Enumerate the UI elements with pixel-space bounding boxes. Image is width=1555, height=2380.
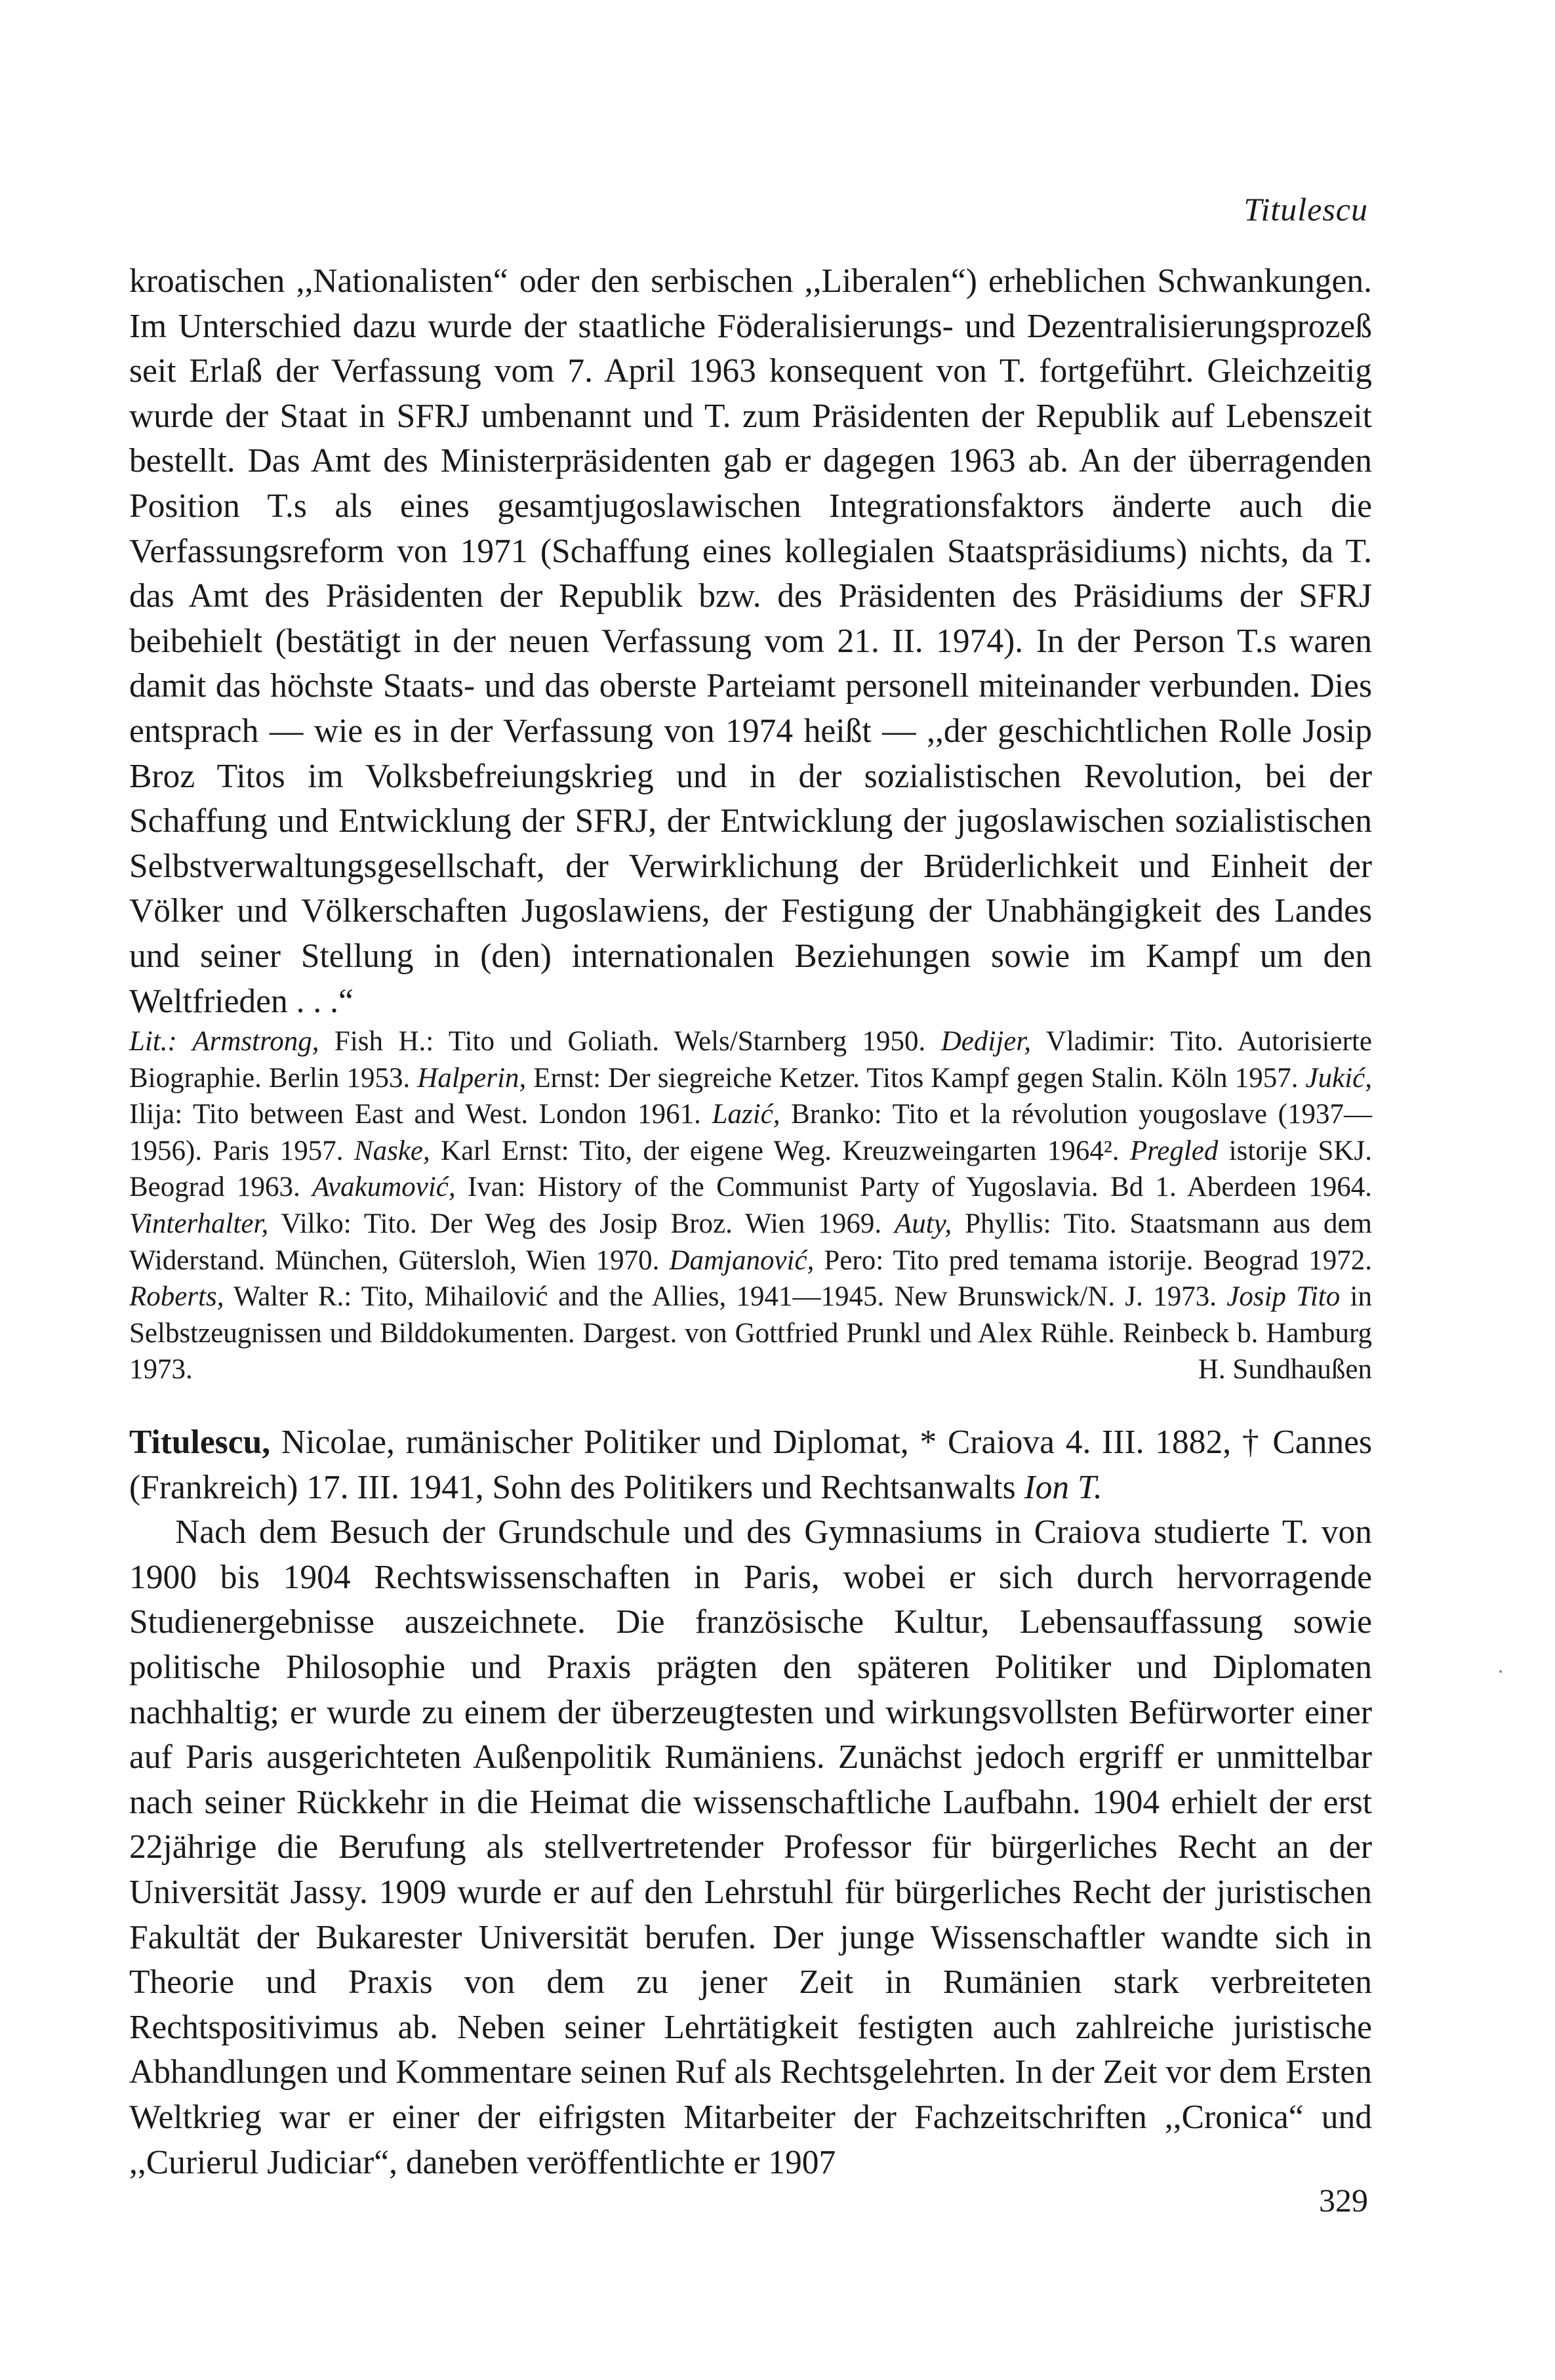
running-head: Titulescu (1243, 191, 1368, 228)
literature-author: Dedijer, (940, 1026, 1032, 1057)
literature-text: Karl Ernst: Tito, der eigene Weg. Kreuzweingarten 1964². (430, 1135, 1130, 1166)
literature-text: Phyllis: Tito. Staatsmann aus dem Widerstand. München, Gütersloh, Wien 1970. (129, 1208, 1372, 1276)
literature-text: Fish H.: Tito und Goliath. Wels/Starnberg 1950. (319, 1026, 941, 1057)
continuation-paragraph-block (129, 259, 1372, 1024)
literature-author: Roberts, (129, 1281, 224, 1313)
literature-text: Ivan: History of the Communist Party of Yugoslavia. Bd 1. Aberdeen 1964. (455, 1172, 1372, 1203)
encyclopedia-entry (129, 1420, 1372, 2185)
literature-block (129, 1023, 1372, 1388)
entry-headword: Titulescu, (129, 1424, 271, 1461)
literature-text: Branko: Tito et la révolution yougoslave (1937—1956). Paris 1957. (129, 1099, 1372, 1166)
margin-mark (1499, 1670, 1502, 1673)
literature-author: Halperin, (417, 1062, 527, 1094)
literature-author: Vinterhalter, (129, 1208, 269, 1239)
literature-entry (417, 1063, 1305, 1094)
literature-entry (669, 1245, 1372, 1276)
entry-paragraph: Nach dem Besuch der Grundschule und des Gymnasiums in Craiova studierte T. von 1900 bis 1904 Rechtswissenschaften in Paris, wobei er sich durch hervorragende Studienergebnisse auszeichnete. Die französische Kultur, Lebensauffassung sowie politische Philosophie und Praxis prägten den späteren Politiker und Diplomaten nachhaltig; er wurde zu einem der überzeugtesten und wirkungsvollsten Befürworter einer auf Paris ausgerichteten Außenpolitik Rumäniens. Zunächst jedoch ergriff er unmittelbar nach seiner Rückkehr in die Heimat die wissenschaftliche Laufbahn. 1904 erhielt der erst 22jährige die Berufung als stellvertretender Professor für bürgerliches Recht an der Universität Jassy. 1909 wurde er auf den Lehrstuhl für bürgerliches Recht der juristischen Fakultät der Bukarester Universität berufen. Der junge Wissenschaftler wandte sich in Theorie und Praxis von dem zu jener Zeit in Rumänien stark verbreiteten Rechtspositivimus ab. Neben seiner Lehrtätigkeit festigten auch zahlreiche juristische Abhandlungen und Kommentare seinen Ruf als Rechtsgelehrten. In der Zeit vor dem Ersten Weltkrieg war er einer der eifrigsten Mitarbeiter der Fachzeitschriften ,,Cronica“ und ,,Curierul Judiciar“, daneben veröffentlichte er 1907 (129, 1513, 1372, 2181)
entry-intro: Nicolae, rumänischer Politiker und Diplomat, * Craiova 4. III. 1882, † Cannes (Frankreich) 17. III. 1941, Sohn des Politikers und Rechtsanwalts (129, 1424, 1372, 1506)
literature-author: Armstrong, (192, 1026, 319, 1057)
literature-entry (192, 1026, 940, 1057)
literature-text: Vilko: Tito. Der Weg des Josip Broz. Wien 1969. (268, 1208, 895, 1239)
literature-author: Lazić, (712, 1099, 780, 1130)
literature-entry (129, 1208, 895, 1239)
entry-heading-paragraph (129, 1420, 1372, 1510)
literature-entry (312, 1172, 1372, 1202)
literature-author: Avakumović, (312, 1172, 456, 1203)
literature-author: Pregled (1129, 1135, 1219, 1166)
literature-text: Walter R.: Tito, Mihailović and the Allies, 1941—1945. New Brunswick/N. J. 1973. (224, 1281, 1227, 1313)
literature-author: Auty, (895, 1208, 952, 1239)
literature-text: istorije SKJ. Beograd 1963. (129, 1135, 1372, 1203)
literature-author: Damjanović, (669, 1244, 815, 1276)
entry-father-name: Ion T. (1024, 1468, 1102, 1506)
literature-entry (129, 1281, 1226, 1312)
page-number: 329 (1319, 2182, 1368, 2219)
literature-text: Ilija: Tito between East and West. London 1961. (129, 1099, 712, 1130)
literature-entry (354, 1136, 1130, 1166)
literature-text: Ernst: Der siegreiche Ketzer. Titos Kampf gegen Stalin. Köln 1957. (526, 1062, 1306, 1094)
literature-text: Vladimir: Tito. Autorisierte Biographie. Berlin 1953. (129, 1026, 1372, 1094)
literature-author: Jukić, (1305, 1062, 1372, 1094)
literature-author: Naske, (353, 1135, 430, 1166)
literature-text: Pero: Tito pred temama istorije. Beograd 1972. (814, 1244, 1372, 1276)
author-signature: H. Sundhaußen (1198, 1354, 1372, 1385)
literature-label: Lit.: (129, 1026, 177, 1057)
literature-author: Josip Tito (1226, 1281, 1341, 1313)
continuation-paragraph: kroatischen ,,Nationalisten“ oder den serbischen ,,Liberalen“) erheblichen Schwankungen. Im Unterschied dazu wurde der staatliche Föderalisierungs- und Dezentralisierungsprozeß seit Erlaß der Verfassung vom 7. April 1963 konsequent von T. fortgeführt. Gleichzeitig wurde der Staat in SFRJ umbenannt und T. zum Präsidenten der Republik auf Lebenszeit bestellt. Das Amt des Ministerpräsidenten gab er dagegen 1963 ab. An der überragenden Position T.s als eines gesamtjugoslawischen Integrationsfaktors änderte auch die Verfassungsreform von 1971 (Schaffung eines kollegialen Staatspräsidiums) nichts, da T. das Amt des Präsidenten der Republik bzw. des Präsidenten des Präsidiums der SFRJ beibehielt (bestätigt in der neuen Verfassung vom 21. II. 1974). In der Person T.s waren damit das höchste Staats- und das oberste Parteiamt personell miteinander verbunden. Dies entsprach — wie es in der Verfassung von 1974 heißt — ,,der geschichtlichen Rolle Josip Broz Titos im Volksbefreiungskrieg und in der sozialistischen Revolution, bei der Schaffung und Entwicklung der SFRJ, der Entwicklung der jugoslawischen sozialistischen Selbstverwaltungsgesellschaft, der Verwirklichung der Brüderlichkeit und Einheit der Völker und Völkerschaften Jugoslawiens, der Festigung der Unabhängigkeit des Landes und seiner Stellung in (den) internationalen Beziehungen sowie im Kampf um den Weltfrieden . . .“ (129, 262, 1372, 1020)
literature-text: in Selbstzeugnissen und Bilddokumenten. Dargest. von Gottfried Prunkl und Alex Rühle. Reinbeck b. Hamburg 1973. (129, 1281, 1372, 1385)
